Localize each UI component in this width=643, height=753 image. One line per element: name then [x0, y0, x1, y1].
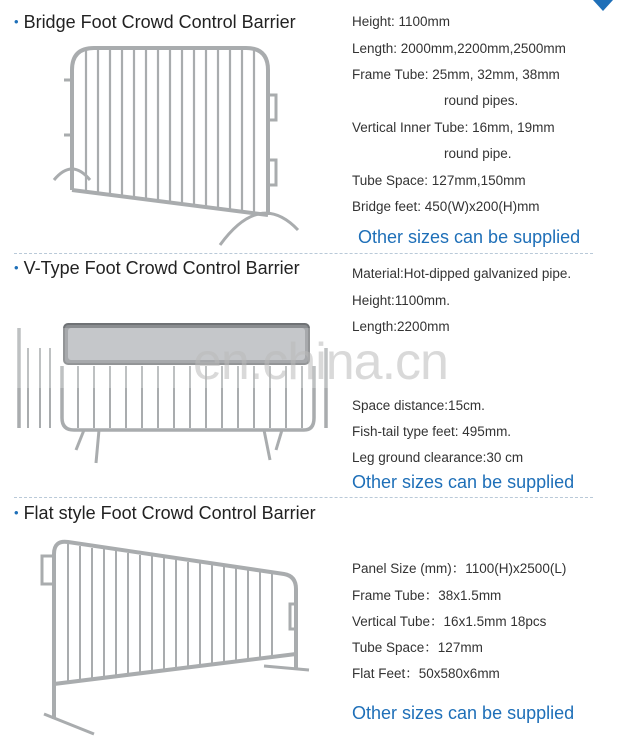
- spec-line: Space distance:15cm.: [352, 398, 485, 413]
- spec-line: Frame Tube：38x1.5mm: [352, 588, 502, 603]
- bullet-icon: •: [14, 505, 19, 520]
- spec-line: Vertical Inner Tube: 16mm, 19mm: [352, 120, 555, 135]
- section-title-bridge: • Bridge Foot Crowd Control Barrier: [14, 12, 296, 32]
- section-title-flat: • Flat style Foot Crowd Control Barrier: [14, 503, 316, 523]
- watermark-text: en.china.cn: [193, 333, 448, 391]
- bridge-barrier-image: [50, 40, 310, 252]
- other-sizes-note: Other sizes can be supplied: [352, 472, 575, 492]
- spec-line: Length: 2000mm,2200mm,2500mm: [352, 41, 566, 56]
- corner-marker: [593, 0, 613, 11]
- spec-line: Fish-tail type feet: 495mm.: [352, 424, 512, 439]
- spec-line: round pipes.: [444, 93, 519, 108]
- other-sizes-note: Other sizes can be supplied: [358, 227, 581, 247]
- spec-line: round pipe.: [444, 146, 512, 161]
- spec-line: Panel Size (mm)：1100(H)x2500(L): [352, 561, 567, 576]
- spec-line: Leg ground clearance:30 cm: [352, 450, 524, 465]
- bullet-icon: •: [14, 14, 19, 29]
- spec-line: Vertical Tube：16x1.5mm 18pcs: [352, 614, 547, 629]
- spec-line: Frame Tube: 25mm, 32mm, 38mm: [352, 67, 560, 82]
- spec-line: Tube Space: 127mm,150mm: [352, 173, 526, 188]
- flat-barrier-image: [34, 534, 314, 740]
- other-sizes-note: Other sizes can be supplied: [352, 703, 575, 723]
- spec-line: Tube Space：127mm: [352, 640, 483, 655]
- section-divider: [14, 253, 593, 254]
- bullet-icon: •: [14, 260, 19, 275]
- section-title-vtype: • V-Type Foot Crowd Control Barrier: [14, 258, 300, 278]
- spec-line: Height:1100mm.: [352, 293, 451, 308]
- spec-line: Flat Feet：50x580x6mm: [352, 666, 500, 681]
- spec-line: Bridge feet: 450(W)x200(H)mm: [352, 199, 540, 214]
- spec-line: Material:Hot-dipped galvanized pipe.: [352, 266, 572, 281]
- section-divider: [14, 497, 593, 498]
- spec-line: Length:2200mm: [352, 319, 450, 334]
- spec-line: Height: 1100mm: [352, 14, 451, 29]
